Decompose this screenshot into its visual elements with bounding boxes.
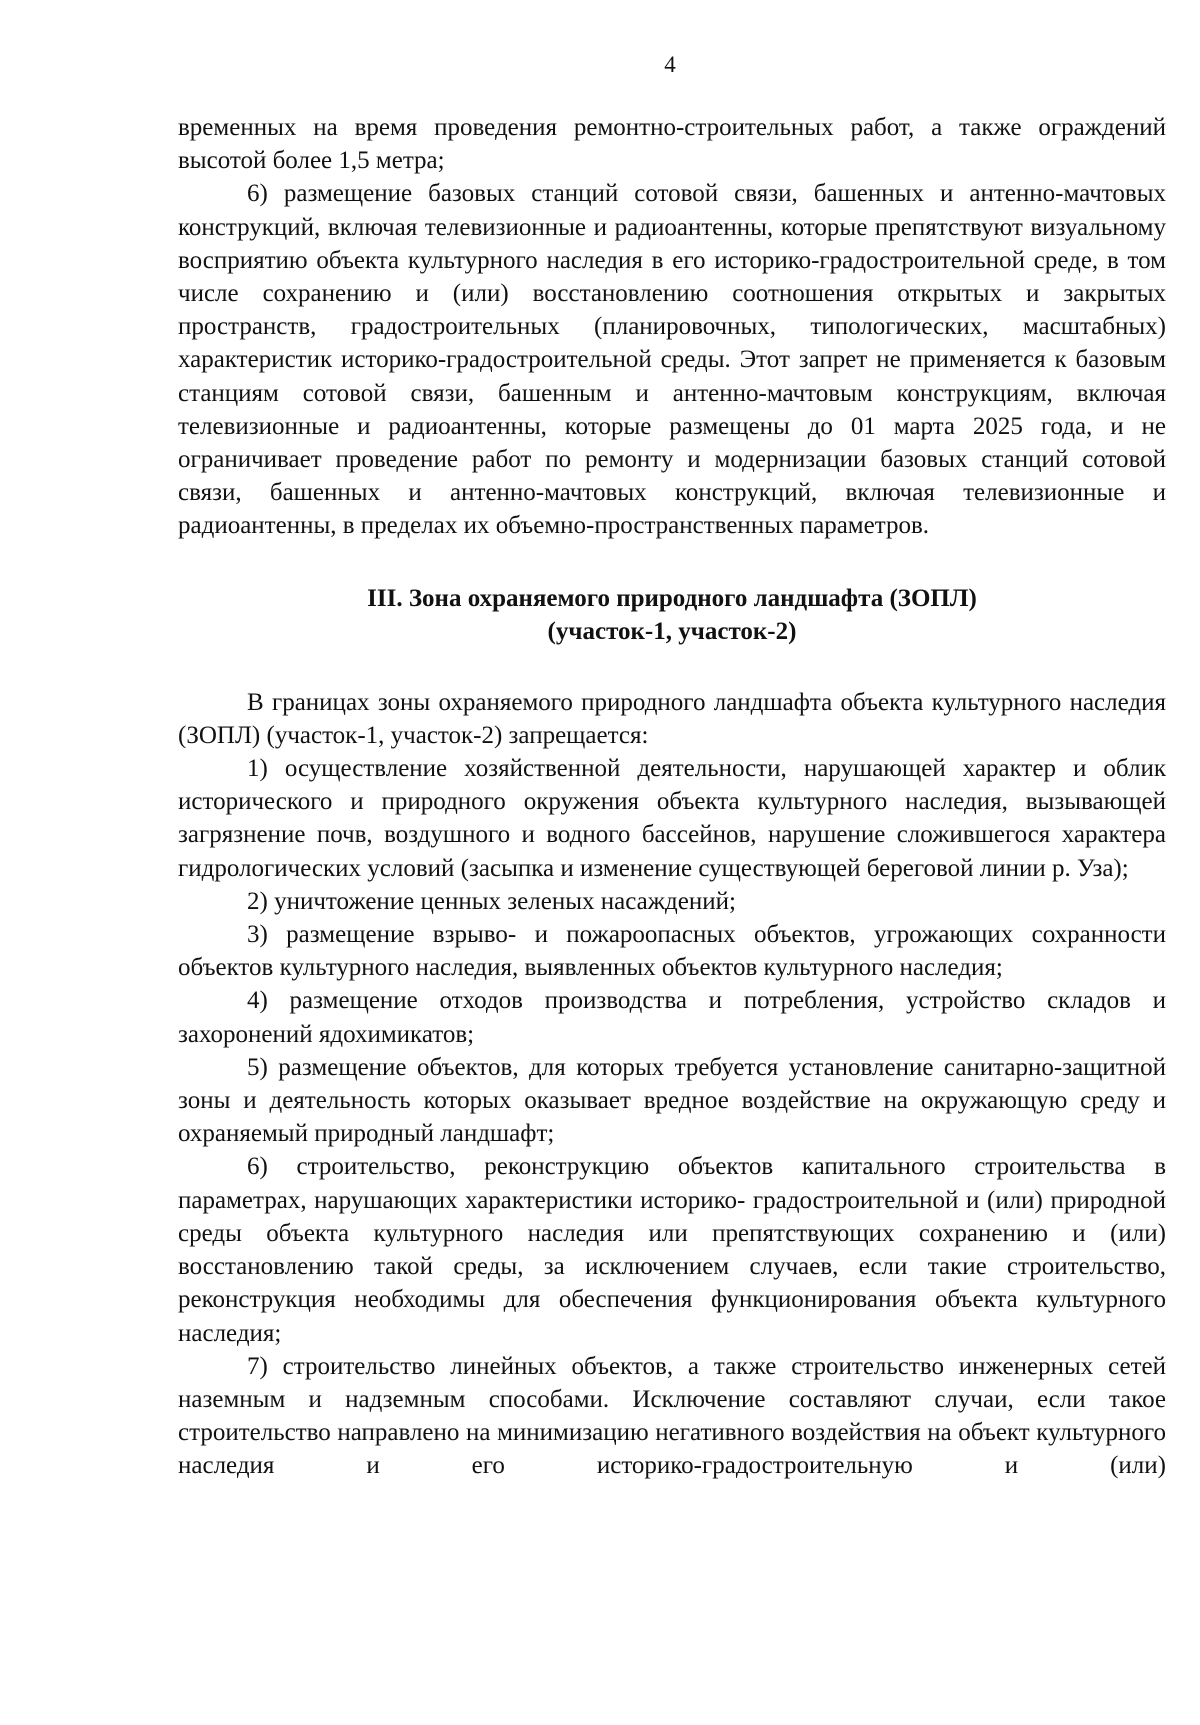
paragraph-item-3: 3) размещение взрыво- и пожароопасных объектов, угрожающих сохранности объектов культурного наследия, выявленных объектов культурного наследия; <box>178 921 1166 982</box>
paragraph-item-6: 6) размещение базовых станций сотовой связи, башенных и антенно-мачтовых конструкций, включая телевизионные и радиоантенны, которые препятствуют визуальному восприятию объекта культурного наследия в его историко-градостроительной среде, в том числе сохранению и (или) восстановлению соотношения открытых и закрытых пространств, градостроительных (планировочных, типологических, масштабных) характеристик историко-градостроительной среды. Этот запрет не применяется к базовым станциям сотовой связи, башенным и антенно-мачтовым конструкциям, включая телевизионные и радиоантенны, которые размещены до 01 марта 2025 года, и не ограничивает проведение работ по ремонту и модернизации базовых станций сотовой связи, башенных и антенно-мачтовых конструкций, включая телевизионные и радиоантенны, в пределах их объемно-пространственных параметров. <box>178 180 1166 540</box>
paragraph-item-4: 4) размещение отходов производства и потребления, устройство складов и захоронений ядохимикатов; <box>178 987 1166 1048</box>
paragraph-item-2: 2) уничтожение ценных зеленых насаждений; <box>247 887 736 915</box>
document-body <box>178 111 1166 1483</box>
page-number: 4 <box>664 52 676 77</box>
section-heading-line1: III. Зона охраняемого природного ландшафта (ЗОПЛ) <box>367 584 977 612</box>
section-heading <box>178 582 1166 648</box>
paragraph-continuation: временных на время проведения ремонтно-строительных работ, а также ограждений высотой более 1,5 метра; <box>178 114 1166 175</box>
paragraph-item-1: 1) осуществление хозяйственной деятельности, нарушающей характер и облик исторического и природного окружения объекта культурного наследия, вызывающей загрязнение почв, воздушного и водного бассейнов, нарушение сложившегося характера гидрологических условий (засыпка и изменение существующей береговой линии р. Уза); <box>178 755 1166 882</box>
paragraph-item-5: 5) размещение объектов, для которых требуется установление санитарно-защитной зоны и деятельность которых оказывает вредное воздействие на окружающую среду и охраняемый природный ландшафт; <box>178 1053 1166 1148</box>
paragraph-intro: В границах зоны охраняемого природного ландшафта объекта культурного наследия (ЗОПЛ) (участок-1, участок-2) запрещается: <box>178 688 1166 749</box>
section-heading-line2: (участок-1, участок-2) <box>547 617 797 645</box>
paragraph-item-6b: 6) строительство, реконструкцию объектов капитального строительства в параметрах, нарушающих характеристики историко- градостроительной и (или) природной среды объекта культурного наследия или препятствующих сохранению и (или) восстановлению такой среды, за исключением случаев, если такие строительство, реконструкция необходимы для обеспечения функционирования объекта культурного наследия; <box>178 1153 1166 1347</box>
paragraph-item-7: 7) строительство линейных объектов, а также строительство инженерных сетей наземным и надземным способами. Исключение составляют случаи, если такое строительство направлено на минимизацию негативного воздействия на объект культурного наследия и его историко-градостроительную и (или) <box>178 1352 1166 1480</box>
